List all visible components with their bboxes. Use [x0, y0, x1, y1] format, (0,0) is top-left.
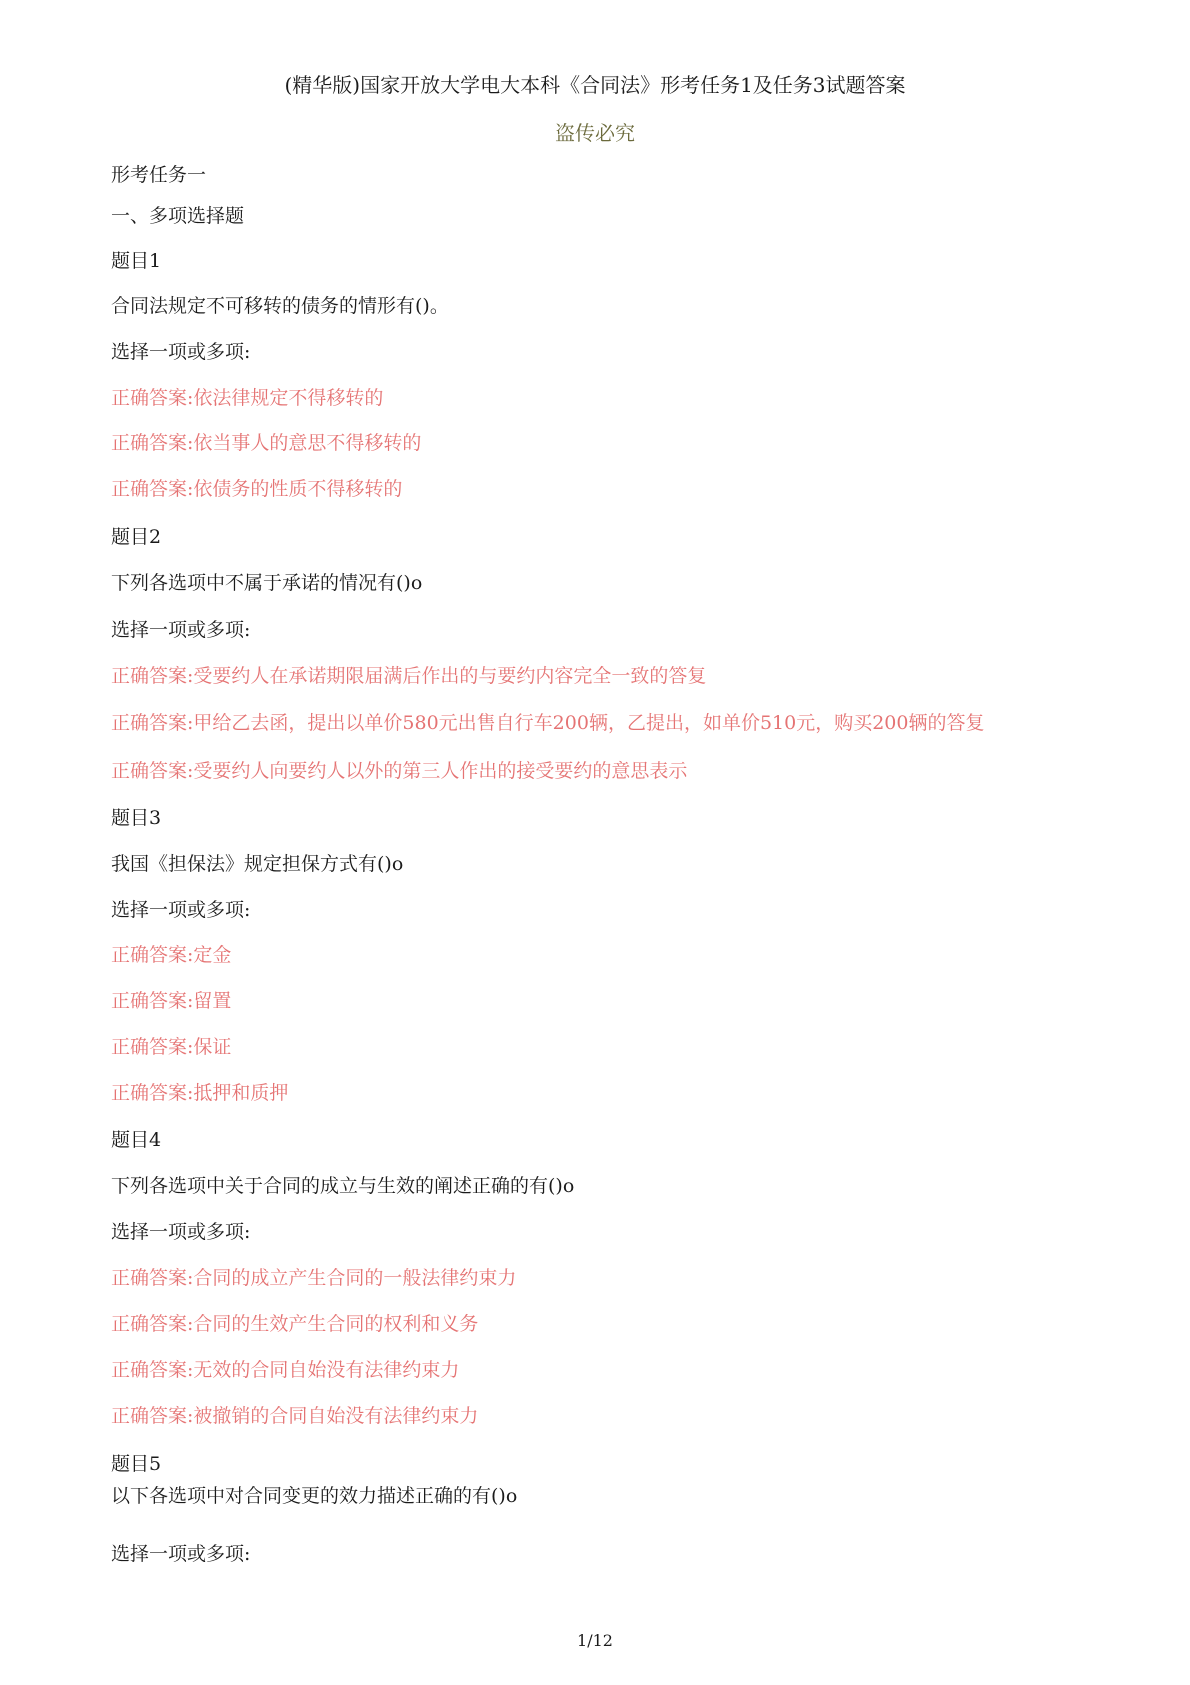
correct-answer: [111, 946, 231, 965]
answer-prefix: 正确答案:: [111, 665, 194, 687]
answer-prefix: 正确答案:: [111, 944, 194, 966]
answer-text: 被撤销的合同自始没有法律约束力: [193, 1405, 479, 1427]
question-label: 题目4: [111, 1129, 162, 1151]
answer-text: 受要约人向要约人以外的第三人作出的接受要约的意思表示: [193, 760, 688, 782]
choice-label: 选择一项或多项:: [111, 1221, 251, 1243]
document-title: (精华版)国家开放大学电大本科《合同法》形考任务1及任务3试题答案: [284, 73, 906, 97]
question-stem: 以下各选项中对合同变更的效力描述正确的有()o: [111, 1485, 518, 1507]
choice-label: 选择一项或多项:: [111, 1543, 251, 1565]
answer-text: 合同的生效产生合同的权利和义务: [193, 1313, 479, 1335]
answer-text: 甲给乙去函，提出以单价580元出售自行车200辆，乙提出，如单价510元，购买200辆的答复: [193, 712, 985, 734]
correct-answer: [111, 1361, 459, 1380]
correct-answer: [111, 762, 687, 781]
section-heading: 形考任务一: [111, 164, 207, 186]
answer-text: 合同的成立产生合同的一般法律约束力: [193, 1267, 517, 1289]
answer-prefix: 正确答案:: [111, 990, 194, 1012]
answer-prefix: 正确答案:: [111, 760, 194, 782]
answer-text: 抵押和质押: [193, 1082, 289, 1104]
answer-text: 依法律规定不得移转的: [193, 387, 384, 409]
answer-prefix: 正确答案:: [111, 1405, 194, 1427]
choice-label: 选择一项或多项:: [111, 619, 251, 641]
question-label: 题目1: [111, 250, 162, 272]
question-label: 题目3: [111, 807, 162, 829]
answer-text: 依当事人的意思不得移转的: [193, 432, 422, 454]
answer-prefix: 正确答案:: [111, 1036, 194, 1058]
choice-label: 选择一项或多项:: [111, 341, 251, 363]
part-heading: 一、多项选择题: [111, 205, 245, 227]
answer-text: 留置: [193, 990, 232, 1012]
page-number: 1/12: [577, 1631, 613, 1650]
answer-prefix: 正确答案:: [111, 712, 194, 734]
correct-answer: [111, 992, 231, 1011]
correct-answer: [111, 1084, 288, 1103]
answer-prefix: 正确答案:: [111, 1359, 194, 1381]
correct-answer: [111, 389, 383, 408]
correct-answer: [111, 1038, 231, 1057]
answer-prefix: 正确答案:: [111, 1267, 194, 1289]
question-label: 题目5: [111, 1453, 162, 1475]
question-stem: 下列各选项中关于合同的成立与生效的阐述正确的有()o: [111, 1175, 575, 1197]
answer-text: 受要约人在承诺期限届满后作出的与要约内容完全一致的答复: [193, 665, 707, 687]
answer-text: 保证: [193, 1036, 232, 1058]
answer-prefix: 正确答案:: [111, 1082, 194, 1104]
question-stem: 下列各选项中不属于承诺的情况有()o: [111, 572, 423, 594]
answer-prefix: 正确答案:: [111, 432, 194, 454]
correct-answer: [111, 1269, 516, 1288]
answer-prefix: 正确答案:: [111, 478, 194, 500]
question-label: 题目2: [111, 526, 162, 548]
answer-text: 依债务的性质不得移转的: [193, 478, 403, 500]
correct-answer: [111, 1315, 478, 1334]
document-subtitle: 盗传必究: [555, 121, 635, 145]
question-stem: 合同法规定不可移转的债务的情形有()。: [111, 295, 449, 317]
correct-answer: [111, 667, 706, 686]
correct-answer: [111, 1407, 478, 1426]
answer-text: 无效的合同自始没有法律约束力: [193, 1359, 460, 1381]
correct-answer: [111, 434, 421, 453]
answer-prefix: 正确答案:: [111, 387, 194, 409]
answer-prefix: 正确答案:: [111, 1313, 194, 1335]
question-stem: 我国《担保法》规定担保方式有()o: [111, 853, 404, 875]
answer-text: 定金: [193, 944, 232, 966]
correct-answer: [111, 714, 984, 733]
choice-label: 选择一项或多项:: [111, 899, 251, 921]
correct-answer: [111, 480, 402, 499]
